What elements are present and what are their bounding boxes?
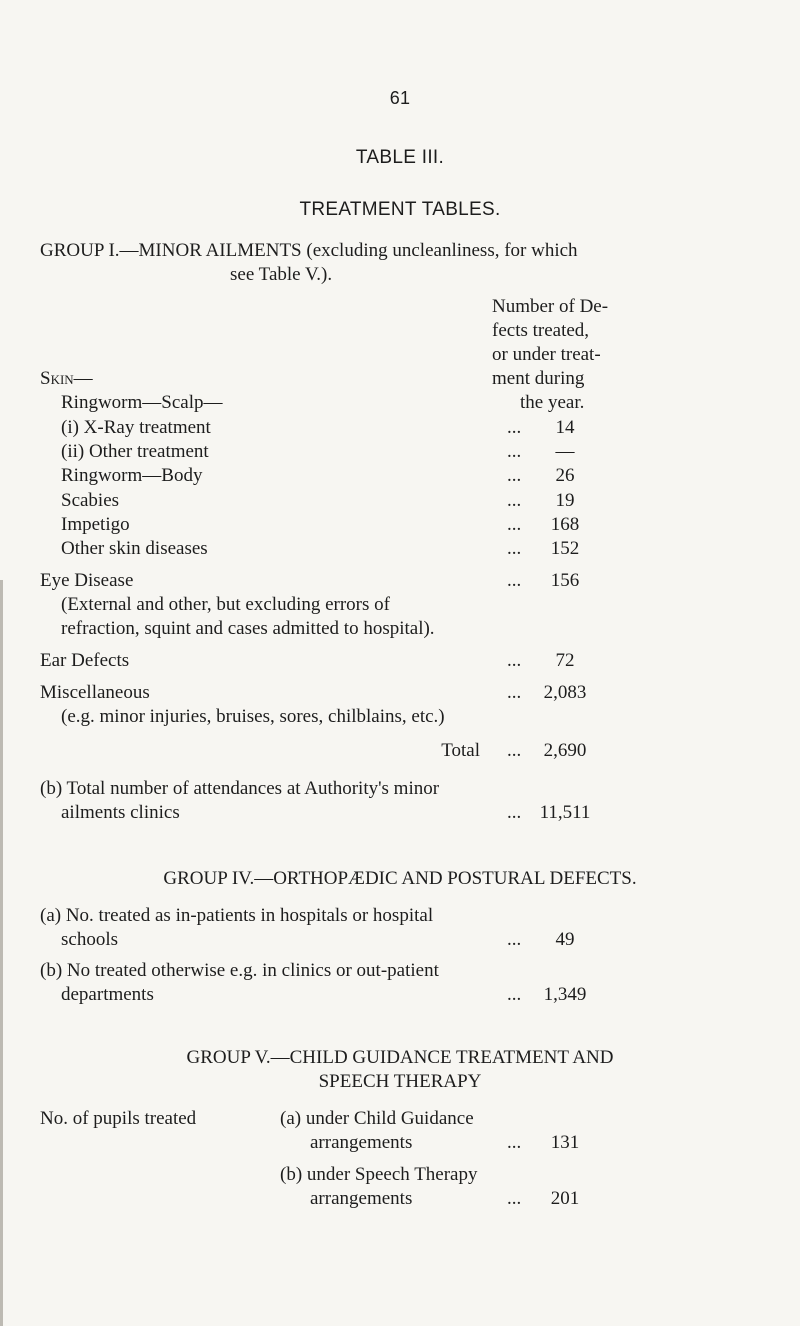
total-dots: ...	[507, 740, 522, 761]
column-header-line1: Number of De-	[492, 296, 609, 317]
row-dots: ...	[507, 650, 522, 671]
group5-b-dots: ...	[507, 1188, 522, 1209]
row-dots: ...	[507, 570, 522, 591]
row-dots: ...	[507, 465, 522, 486]
row-value: 26	[555, 465, 575, 486]
row-value: 168	[550, 514, 580, 535]
group5-a-line1: (a) under Child Guidance	[280, 1108, 474, 1129]
left-edge-shadow	[0, 580, 3, 1326]
row-label: Other skin diseases	[61, 538, 208, 559]
group1-heading-line2: see Table V.).	[230, 264, 333, 285]
row-label: Ear Defects	[40, 650, 130, 671]
row-label: Eye Disease	[40, 570, 134, 591]
row-label: (i) X-Ray treatment	[61, 417, 211, 438]
group4-a-value: 49	[555, 929, 575, 950]
row-dots: ...	[507, 682, 522, 703]
row-dots: ...	[507, 538, 522, 559]
attendances-dots: ...	[507, 802, 522, 823]
group4-b-line1: (b) No treated otherwise e.g. in clinics or out-patient	[40, 960, 439, 981]
attendances-line2: ailments clinics	[61, 802, 180, 823]
group5-heading-line2: SPEECH THERAPY	[318, 1071, 482, 1092]
page-number: 61	[389, 88, 411, 108]
total-value: 2,690	[543, 740, 587, 761]
row-dots: ...	[507, 514, 522, 535]
row-label: Scabies	[61, 490, 120, 511]
row-value: 156	[550, 570, 580, 591]
row-dots: ...	[507, 417, 522, 438]
row-label: (ii) Other treatment	[61, 441, 209, 462]
group4-b-line2: departments	[61, 984, 154, 1005]
group4-a-line1: (a) No. treated as in-patients in hospitals or hospital	[40, 905, 434, 926]
row-label: refraction, squint and cases admitted to hospital).	[61, 618, 435, 639]
group4-a-dots: ...	[507, 929, 522, 950]
row-label: (External and other, but excluding errors of	[61, 594, 390, 615]
attendances-line1: (b) Total number of attendances at Authority's minor	[40, 778, 440, 799]
group5-heading-line1: GROUP V.—CHILD GUIDANCE TREATMENT AND	[186, 1047, 614, 1068]
row-value: 14	[555, 417, 575, 438]
row-value: 72	[555, 650, 575, 671]
column-header-line4: ment during	[492, 368, 585, 389]
total-label: Total	[441, 740, 480, 761]
skin-label: Skin—	[40, 368, 93, 389]
subtitle: TREATMENT TABLES.	[299, 199, 501, 220]
group4-b-dots: ...	[507, 984, 522, 1005]
group5-a-line2: arrangements	[310, 1132, 413, 1153]
attendances-value: 11,511	[539, 802, 591, 823]
group5-b-line1: (b) under Speech Therapy	[280, 1164, 478, 1185]
row-label: Miscellaneous	[40, 682, 150, 703]
group5-intro: No. of pupils treated	[40, 1108, 197, 1129]
row-label: (e.g. minor injuries, bruises, sores, chilblains, etc.)	[61, 706, 445, 727]
table-title: TABLE III.	[355, 147, 445, 168]
row-dots: ...	[507, 441, 522, 462]
row-label: Ringworm—Body	[61, 465, 203, 486]
row-value: 19	[555, 490, 575, 511]
group5-b-value: 201	[550, 1188, 580, 1209]
row-value: 2,083	[543, 682, 587, 703]
group1-heading-line1: GROUP I.—MINOR AILMENTS (excluding uncleanliness, for which	[40, 240, 578, 261]
group5-b-line2: arrangements	[310, 1188, 413, 1209]
column-header-line5: the year.	[520, 392, 585, 413]
group5-a-value: 131	[550, 1132, 580, 1153]
row-label: Impetigo	[61, 514, 130, 535]
row-value: 152	[550, 538, 580, 559]
group4-b-value: 1,349	[543, 984, 587, 1005]
row-label: Ringworm—Scalp—	[61, 392, 223, 413]
group5-a-dots: ...	[507, 1132, 522, 1153]
column-header-line2: fects treated,	[492, 320, 590, 341]
group4-a-line2: schools	[61, 929, 118, 950]
row-dots: ...	[507, 490, 522, 511]
group4-heading: GROUP IV.—ORTHOPÆDIC AND POSTURAL DEFECTS.	[163, 868, 637, 889]
column-header-line3: or under treat-	[492, 344, 601, 365]
row-value: —	[555, 441, 575, 462]
